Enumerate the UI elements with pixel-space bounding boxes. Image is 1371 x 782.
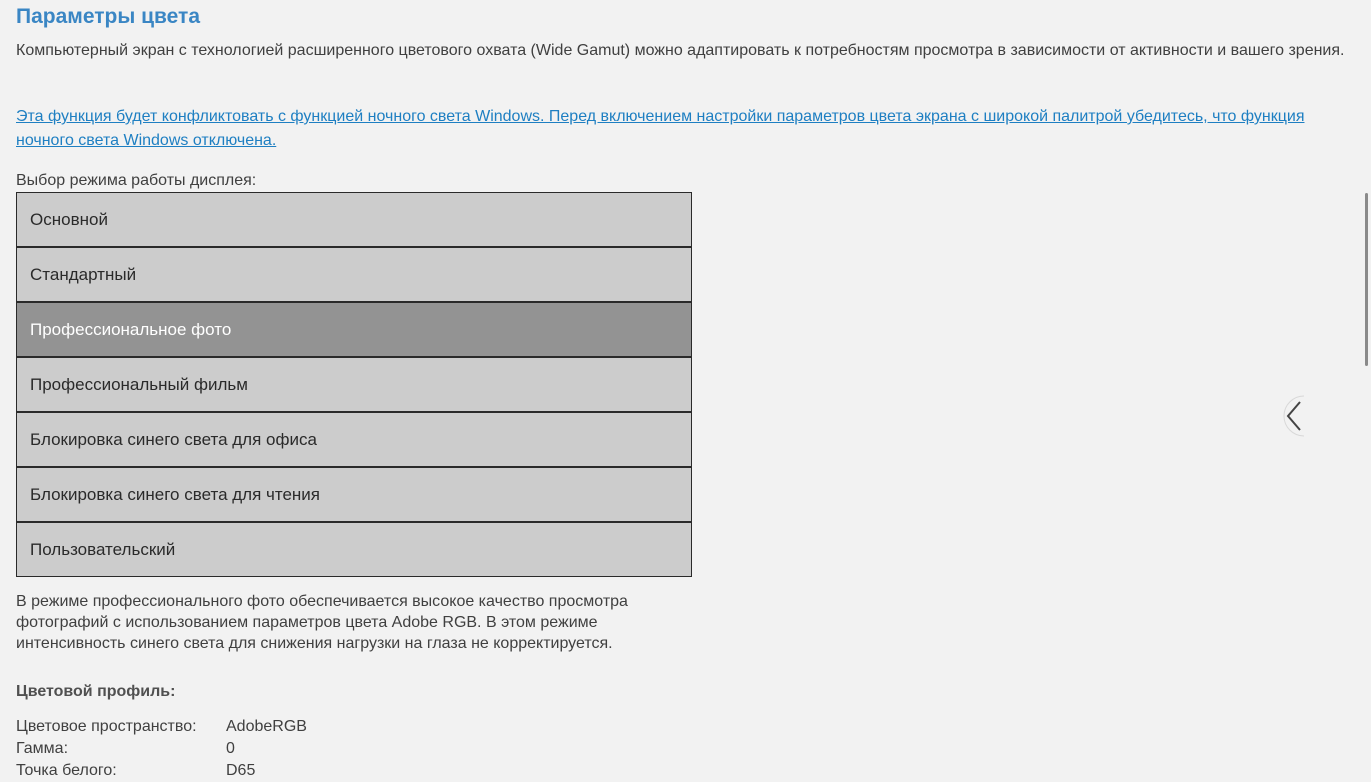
profile-key: Точка белого:	[16, 762, 117, 779]
color-profile-heading: Цветовой профиль:	[16, 683, 176, 700]
display-mode-label: Выбор режима работы дисплея:	[16, 172, 257, 189]
chevron-left-icon[interactable]	[1283, 394, 1307, 438]
profile-row-color-space	[16, 716, 307, 738]
mode-option-blue-light-reading[interactable]: Блокировка синего света для чтения	[16, 467, 692, 522]
mode-option-standard[interactable]: Стандартный	[16, 247, 692, 302]
profile-row-white-point	[16, 760, 307, 782]
color-profile-table	[16, 716, 307, 782]
mode-option-blue-light-office[interactable]: Блокировка синего света для офиса	[16, 412, 692, 467]
profile-value: D65	[226, 762, 256, 779]
profile-key: Гамма:	[16, 740, 69, 757]
mode-option-pro-film[interactable]: Профессиональный фильм	[16, 357, 692, 412]
night-light-warning-link[interactable]: Эта функция будет конфликтовать с функцией ночного света Windows. Перед включением настройки параметров цвета экрана с широкой палитрой убедитесь, что функция ночного света Windows отключена.	[16, 108, 1305, 149]
scrollbar-thumb[interactable]	[1365, 193, 1368, 366]
profile-key: Цветовое пространство:	[16, 718, 197, 735]
mode-option-custom[interactable]: Пользовательский	[16, 522, 692, 577]
display-mode-list	[16, 192, 692, 577]
profile-value: AdobeRGB	[226, 718, 307, 735]
intro-text: Компьютерный экран с технологией расширенного цветового охвата (Wide Gamut) можно адаптировать к потребностям просмотра в зависимости от активности и вашего зрения.	[16, 42, 1345, 59]
mode-option-pro-photo[interactable]: Профессиональное фото	[16, 302, 692, 357]
page-title: Параметры цвета	[16, 5, 201, 28]
mode-option-main[interactable]: Основной	[16, 192, 692, 247]
profile-row-gamma	[16, 738, 307, 760]
mode-description: В режиме профессионального фото обеспечивается высокое качество просмотра фотографий с использованием параметров цвета Adobe RGB. В этом режиме интенсивность синего света для снижения нагрузки на глаза не корректируется.	[16, 593, 628, 652]
profile-value: 0	[226, 740, 235, 757]
